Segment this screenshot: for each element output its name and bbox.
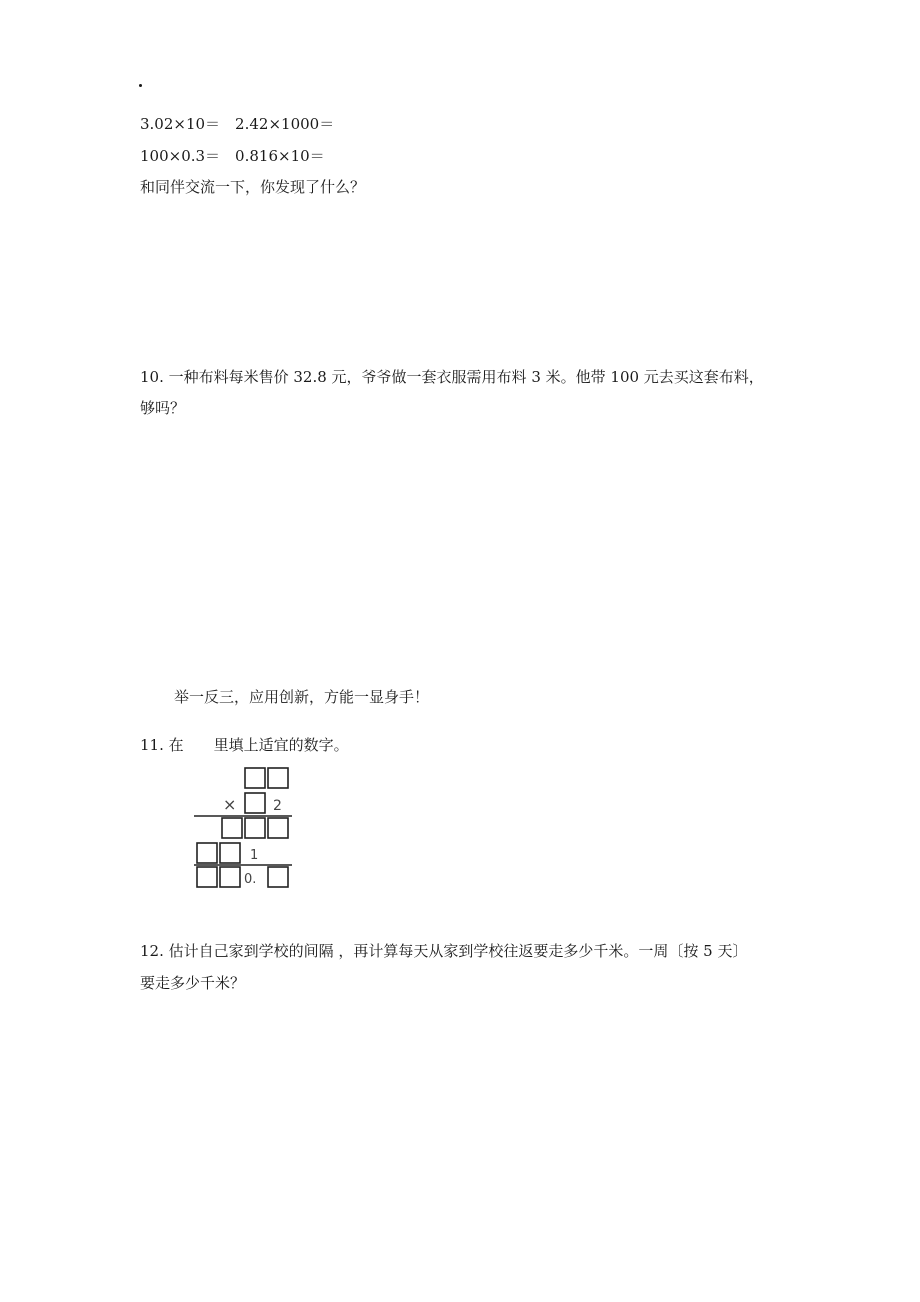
blank-box[interactable] (268, 768, 288, 788)
blank-box[interactable] (268, 818, 288, 838)
partial-digit: 1 (250, 848, 259, 863)
section-motto: 举一反三，应用创新，方能一显身手！ (174, 688, 430, 706)
blank-box[interactable] (220, 867, 240, 887)
multiplication-puzzle (190, 764, 300, 892)
result-decimal-fragment: 0. (244, 872, 257, 887)
q12-text-line-2: 要走多少千米？ (140, 974, 246, 992)
q12-text-line-1: 12. 估计自己家到学校的间隔 ，再计算每天从家到学校往返要走多少千米。一周〔按 5 天〕 (140, 942, 748, 960)
multiplier-digit: 2 (273, 798, 282, 814)
q11-text: 11. 在 里填上适宜的数字。 (140, 736, 349, 754)
blank-box[interactable] (197, 843, 217, 863)
top-mark (139, 84, 142, 87)
blank-box[interactable] (268, 867, 288, 887)
blank-box[interactable] (222, 818, 242, 838)
q9-prompt: 和同伴交流一下，你发现了什么？ (140, 178, 366, 196)
q9-expression-row-1: 3.02×10＝ 2.42×1000＝ (140, 115, 335, 133)
blank-box[interactable] (245, 768, 265, 788)
q9-expression-row-2: 100×0.3＝ 0.816×10＝ (140, 147, 325, 165)
q10-text-line-2: 够吗？ (140, 399, 186, 417)
multiply-sign: × (223, 795, 237, 814)
blank-box[interactable] (245, 818, 265, 838)
blank-box[interactable] (197, 867, 217, 887)
blank-box[interactable] (220, 843, 240, 863)
q10-text-line-1: 10. 一种布料每米售价 32.8 元，爷爷做一套衣服需用布料 3 米。他带 100 元去买这套布料， (140, 368, 764, 386)
blank-box[interactable] (245, 793, 265, 813)
